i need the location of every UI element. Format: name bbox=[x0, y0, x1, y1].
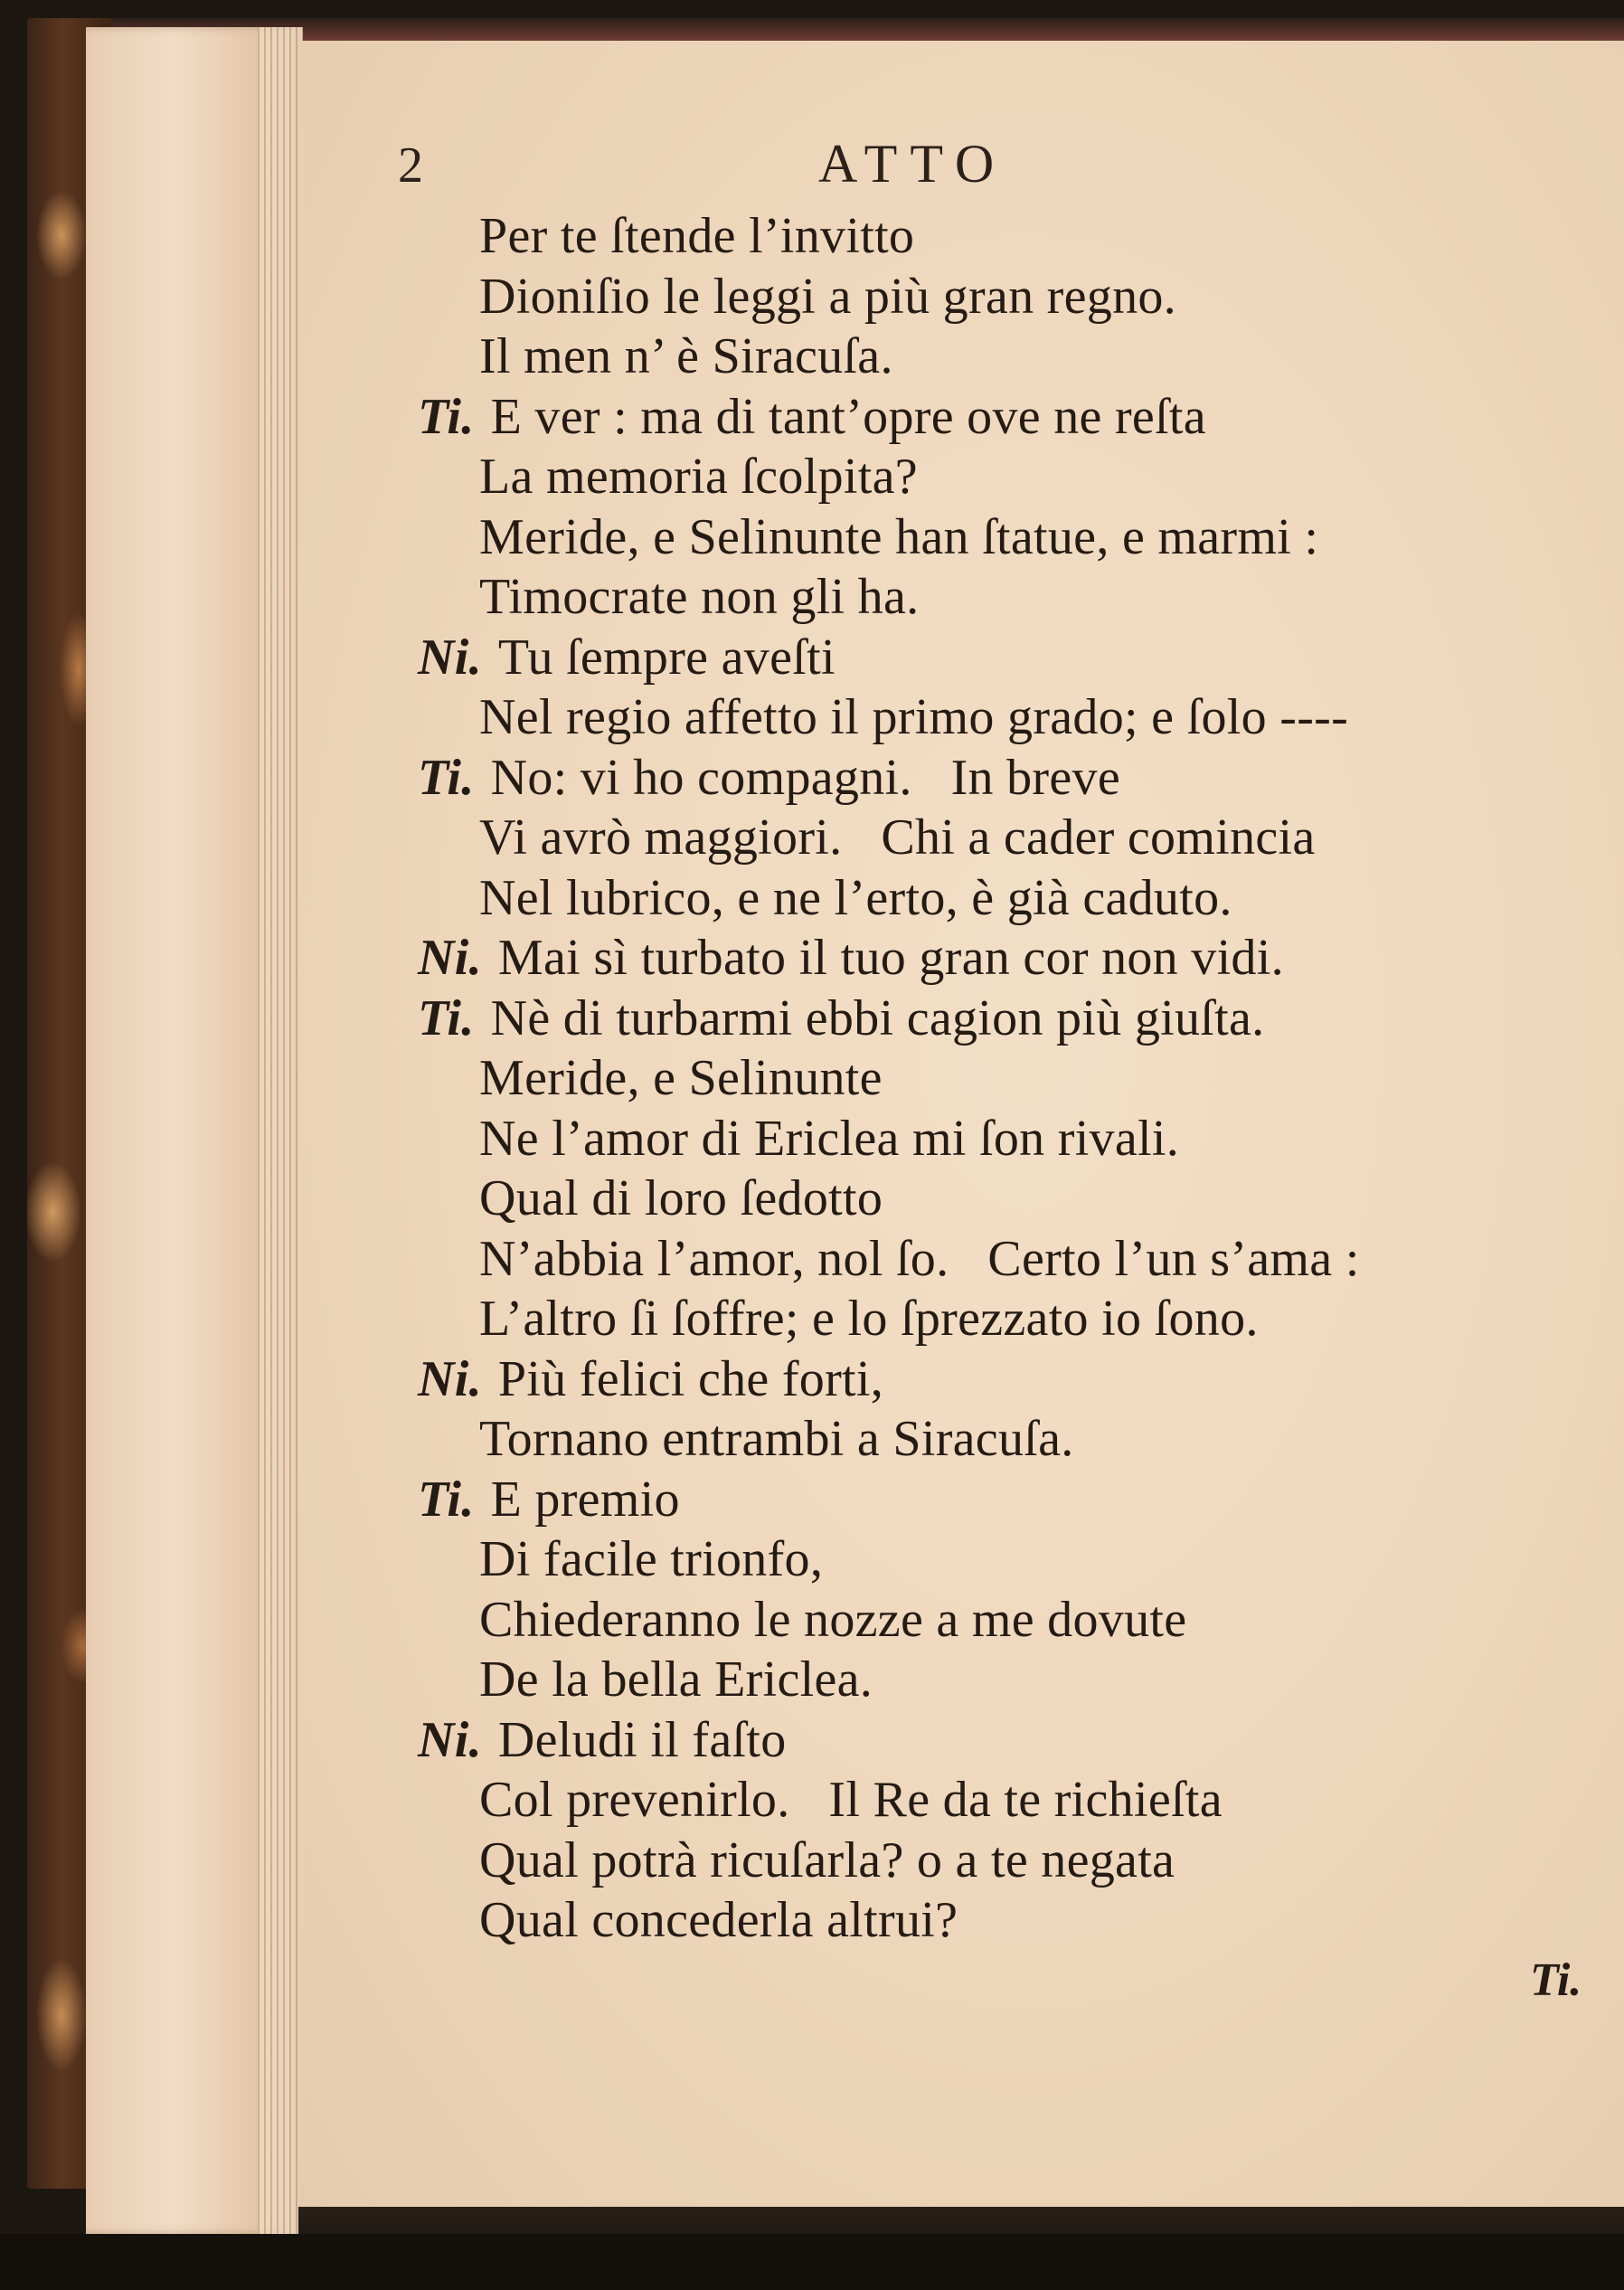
verse-text: N’abbia l’amor, nol ſo. Certo l’un s’ama : bbox=[479, 1230, 1360, 1287]
verse-text: De la bella Ericlea. bbox=[479, 1651, 873, 1708]
verse-line bbox=[479, 326, 893, 386]
speaker-label: Ni. bbox=[418, 930, 482, 986]
verse-line bbox=[418, 1710, 787, 1770]
verse-line bbox=[479, 808, 1316, 867]
speaker-label: Ni. bbox=[418, 1350, 482, 1407]
verse-text: Qual concederla altrui? bbox=[479, 1892, 958, 1948]
verse-line bbox=[479, 1048, 883, 1108]
verse-line bbox=[479, 1529, 823, 1589]
verse-line bbox=[479, 567, 919, 627]
verse-line bbox=[479, 1831, 1175, 1890]
verse-line bbox=[418, 628, 836, 687]
verse-line bbox=[418, 1349, 883, 1409]
verse-line bbox=[479, 267, 1176, 326]
verse-text: Più felici che forti, bbox=[497, 1350, 884, 1407]
page-stack-edges bbox=[258, 27, 303, 2234]
speaker-label: Ti. bbox=[418, 388, 475, 445]
verse-line bbox=[479, 447, 918, 506]
verse-text: Meride, e Selinunte han ſtatue, e marmi : bbox=[479, 508, 1319, 565]
page-number: 2 bbox=[398, 137, 424, 194]
verse-text: Tornano entrambi a Siracuſa. bbox=[479, 1411, 1074, 1467]
running-head: ATTO bbox=[818, 134, 1007, 194]
speaker-label: Ti. bbox=[418, 1471, 475, 1528]
speaker-label: Ti. bbox=[418, 749, 475, 806]
verse-text: Col prevenirlo. Il Re da te richieſta bbox=[479, 1772, 1223, 1828]
verse-line bbox=[479, 1169, 883, 1228]
verse-line bbox=[479, 206, 914, 266]
verse-line bbox=[479, 1109, 1179, 1169]
verse-text: Di facile trionfo, bbox=[479, 1531, 824, 1587]
verse-text: Timocrate non gli ha. bbox=[479, 569, 920, 625]
verse-text: Qual di loro ſedotto bbox=[479, 1170, 883, 1226]
verse-line bbox=[479, 1289, 1259, 1348]
verse-line bbox=[479, 1590, 1186, 1650]
verse-text: Il men n’ è Siracuſa. bbox=[479, 328, 893, 384]
verse-line bbox=[418, 1470, 680, 1529]
verse-line bbox=[479, 1650, 873, 1709]
verse-line bbox=[479, 1890, 958, 1950]
verse-line bbox=[418, 387, 1206, 447]
verse-text: Per te ſtende l’invitto bbox=[479, 208, 915, 264]
verse-line bbox=[479, 1229, 1360, 1289]
verse-text: Dioniſio le leggi a più gran regno. bbox=[479, 268, 1176, 325]
speaker-label: Ni. bbox=[418, 1711, 482, 1768]
verse-text: Mai sì turbato il tuo gran cor non vidi. bbox=[497, 930, 1284, 986]
verse-text: Nè di turbarmi ebbi cagion più giuſta. bbox=[490, 989, 1265, 1046]
speaker-label: Ni. bbox=[418, 629, 482, 686]
verse-line bbox=[479, 687, 1348, 747]
verse-line bbox=[479, 507, 1318, 567]
catchword: Ti. bbox=[1530, 1954, 1582, 2006]
verse-line bbox=[479, 868, 1232, 928]
verse-text: No: vi ho compagni. In breve bbox=[490, 749, 1120, 806]
verse-text: E ver : ma di tant’opre ove ne reſta bbox=[490, 388, 1206, 445]
verse-line bbox=[418, 928, 1284, 988]
verse-text: Tu ſempre aveſti bbox=[497, 629, 836, 686]
verse-text: Nel lubrico, e ne l’erto, è già caduto. bbox=[479, 869, 1232, 926]
verse-line bbox=[479, 1409, 1074, 1469]
verse-text: Chiederanno le nozze a me dovute bbox=[479, 1591, 1187, 1648]
verse-text: L’altro ſi ſoffre; e lo ſprezzato io ſono. bbox=[479, 1291, 1259, 1347]
verse-text: Meride, e Selinunte bbox=[479, 1050, 883, 1106]
verse-text: Qual potrà ricuſarla? o a te negata bbox=[479, 1831, 1176, 1888]
verse-text: Nel regio affetto il primo grado; e ſolo ---- bbox=[479, 689, 1349, 745]
verse-line bbox=[479, 1770, 1223, 1830]
verse-text: E premio bbox=[490, 1471, 680, 1528]
verse-text: Ne l’amor di Ericlea mi ſon rivali. bbox=[479, 1110, 1180, 1167]
verse-line bbox=[418, 748, 1120, 808]
background-bottom bbox=[0, 2234, 1624, 2290]
verse-line bbox=[418, 989, 1264, 1048]
verse-text: Vi avrò maggiori. Chi a cader comincia bbox=[479, 809, 1316, 866]
verse-text: La memoria ſcolpita? bbox=[479, 449, 918, 505]
verse-text: Deludi il faſto bbox=[497, 1711, 787, 1768]
speaker-label: Ti. bbox=[418, 989, 475, 1046]
